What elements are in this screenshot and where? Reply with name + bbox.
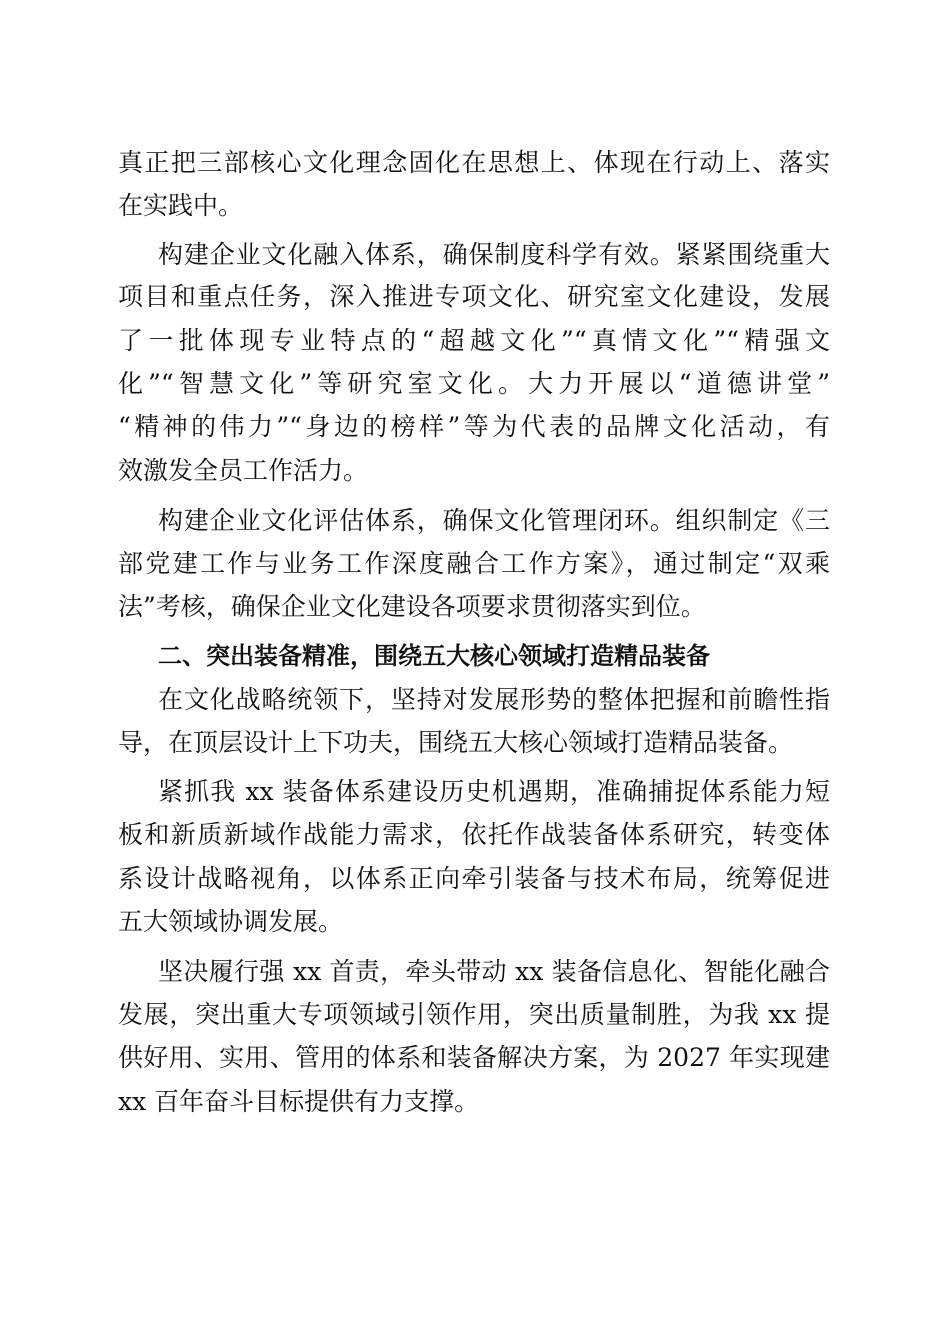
paragraph-line: xx 百年奋斗目标提供有力支撑。 [118, 1087, 480, 1116]
paragraph-line: 导，在顶层设计上下功夫，围绕五大核心领域打造精品装备。 [118, 728, 794, 757]
paragraph-line: 效激发全员工作活力。 [118, 456, 369, 485]
paragraph-line: 部党建工作与业务工作深度融合工作方案》，通过制定“双乘 [118, 549, 830, 578]
paragraph-line: 法”考核，确保企业文化建设各项要求贯彻落实到位。 [118, 592, 706, 621]
paragraph-line: 在实践中。 [118, 191, 244, 220]
paragraph-line: 板和新质新域作战能力需求，依托作战装备体系研究，转变体 [118, 820, 830, 849]
paragraph-line: 供好用、实用、管用的体系和装备解决方案，为 2027 年实现建 [118, 1043, 830, 1072]
paragraph-line: 项目和重点任务，深入推进专项文化、研究室文化建设，发展 [118, 282, 830, 311]
paragraph-line: 紧抓我 xx 装备体系建设历史机遇期，准确捕捉体系能力短 [158, 777, 830, 806]
paragraph-line: 真正把三部核心文化理念固化在思想上、体现在行动上、落实 [118, 148, 830, 177]
paragraph-line: 系设计战略视角，以体系正向牵引装备与技术布局，统筹促进 [118, 864, 830, 893]
paragraph-line: 五大领域协调发展。 [118, 907, 344, 936]
paragraph-line: 了一批体现专业特点的“超越文化”“真情文化”“精强文 [118, 326, 830, 355]
paragraph-line: 构建企业文化评估体系，确保文化管理闭环。组织制定《三 [158, 506, 830, 535]
paragraph-line: 化”“智慧文化”等研究室文化。大力开展以“道德讲堂” [118, 369, 830, 398]
section-heading: 二、突出装备精准，围绕五大核心领域打造精品装备 [158, 642, 710, 670]
paragraph-line: “精神的伟力”“身边的榜样”等为代表的品牌文化活动，有 [118, 412, 830, 441]
paragraph-line: 在文化战略统领下，坚持对发展形势的整体把握和前瞻性指 [158, 685, 830, 714]
paragraph-line: 发展，突出重大专项领域引领作用，突出质量制胜，为我 xx 提 [118, 1000, 830, 1029]
paragraph-line: 构建企业文化融入体系，确保制度科学有效。紧紧围绕重大 [158, 240, 830, 269]
paragraph-line: 坚决履行强 xx 首责，牵头带动 xx 装备信息化、智能化融合 [158, 957, 830, 986]
